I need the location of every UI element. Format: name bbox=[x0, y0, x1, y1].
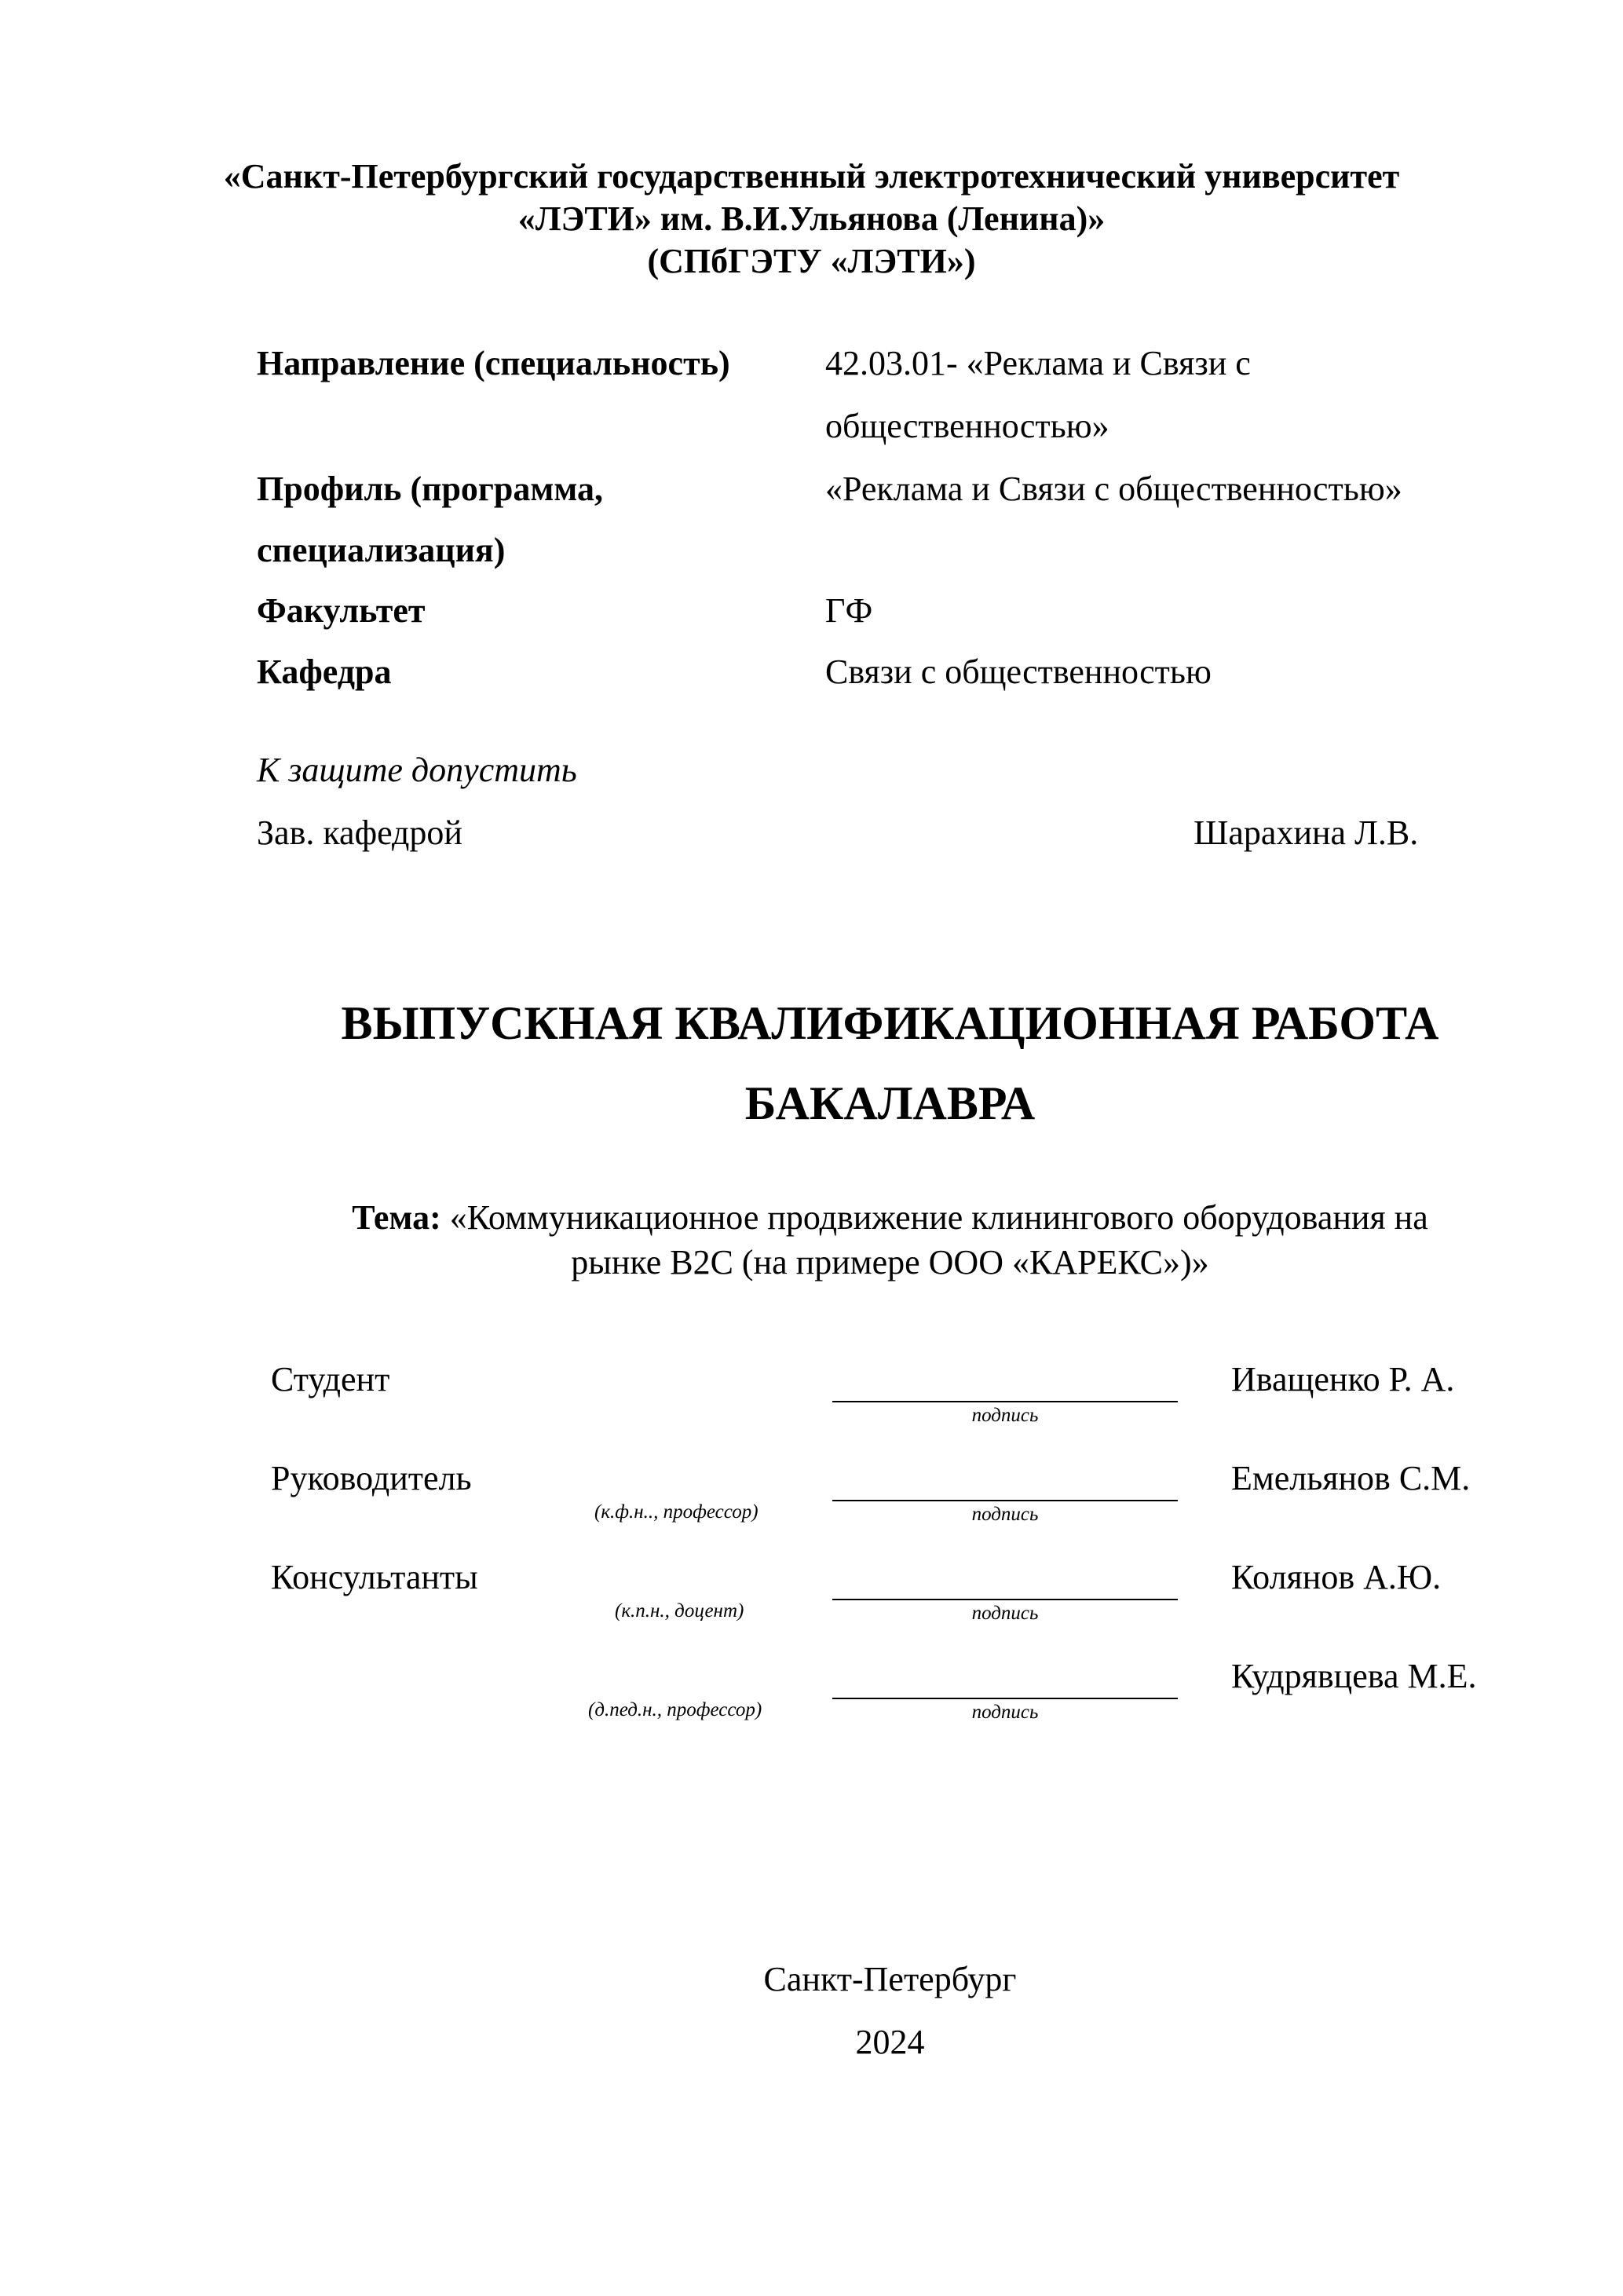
document-title-line-2: БАКАЛАВРА bbox=[744, 1077, 1036, 1129]
supervisor-degree: (к.ф.н.., профессор) bbox=[594, 1501, 758, 1523]
supervisor-signature-caption: подпись bbox=[971, 1504, 1039, 1525]
year: 2024 bbox=[855, 2023, 925, 2061]
department-label: Кафедра bbox=[257, 653, 392, 691]
consultant-2-degree: (д.пед.н., профессор) bbox=[588, 1699, 762, 1720]
student-signature-caption: подпись bbox=[971, 1405, 1039, 1426]
consultant-1-signature-caption: подпись bbox=[971, 1603, 1039, 1624]
direction-value-line-1: 42.03.01- «Реклама и Связи с bbox=[825, 344, 1251, 382]
city: Санкт-Петербург bbox=[763, 1960, 1017, 1998]
consultant-1-degree: (к.п.н., доцент) bbox=[615, 1600, 744, 1621]
theme-label: Тема: bbox=[352, 1198, 441, 1237]
theme-text-1: «Коммуникационное продвижение клинингового оборудования на bbox=[440, 1198, 1428, 1237]
department-head-label: Зав. кафедрой bbox=[257, 813, 462, 852]
consultant-2-name: Кудрявцева М.Е. bbox=[1231, 1657, 1477, 1695]
direction-label: Направление (специальность) bbox=[257, 344, 730, 382]
department-head-name: Шарахина Л.В. bbox=[1193, 813, 1419, 852]
consultant-1-signature-line bbox=[832, 1599, 1178, 1600]
theme-line-2: рынке B2C (на примере ООО «КАРЕКС»)» bbox=[571, 1243, 1209, 1281]
supervisor-name: Емельянов С.М. bbox=[1231, 1459, 1471, 1497]
university-name-line-2: «ЛЭТИ» им. В.И.Ульянова (Ленина)» bbox=[517, 199, 1106, 238]
profile-label-line-1: Профиль (программа, bbox=[257, 470, 604, 508]
profile-label-line-2: специализация) bbox=[257, 531, 506, 569]
profile-value: «Реклама и Связи с общественностью» bbox=[825, 470, 1402, 508]
student-name: Иващенко Р. А. bbox=[1231, 1360, 1455, 1398]
supervisor-signature-line bbox=[832, 1500, 1178, 1501]
consultant-2-signature-caption: подпись bbox=[971, 1702, 1039, 1723]
faculty-label: Факультет bbox=[257, 591, 426, 630]
theme-line-1 bbox=[0, 1196, 1623, 1240]
admission-note: К защите допустить bbox=[257, 751, 577, 789]
student-role: Студент bbox=[271, 1360, 390, 1398]
supervisor-role: Руководитель bbox=[271, 1459, 472, 1497]
direction-value-line-2: общественностью» bbox=[825, 407, 1109, 445]
university-name-line-1: «Санкт-Петербургский государственный электротехнический университет bbox=[223, 157, 1400, 196]
faculty-value: ГФ bbox=[825, 591, 873, 630]
consultant-1-name: Колянов А.Ю. bbox=[1231, 1558, 1442, 1596]
department-value: Связи с общественностью bbox=[825, 653, 1212, 691]
university-abbreviation: (СПбГЭТУ «ЛЭТИ») bbox=[647, 242, 976, 280]
consultants-role: Консультанты bbox=[271, 1558, 478, 1596]
student-signature-line bbox=[832, 1401, 1178, 1402]
consultant-2-signature-line bbox=[832, 1698, 1178, 1699]
document-title-line-1: ВЫПУСКНАЯ КВАЛИФИКАЦИОННАЯ РАБОТА bbox=[341, 997, 1439, 1049]
